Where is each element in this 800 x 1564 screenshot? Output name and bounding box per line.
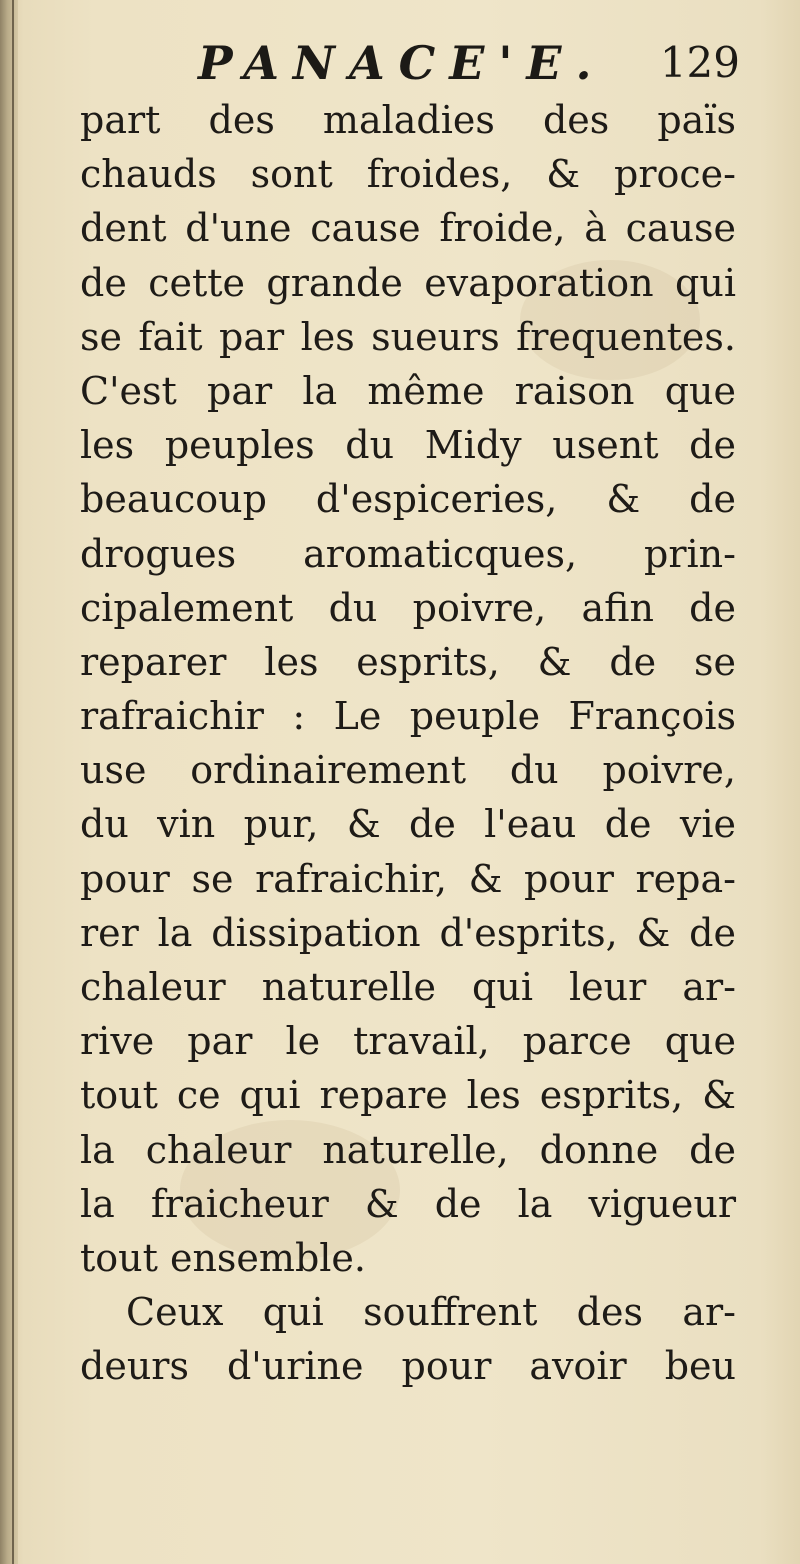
text-line: se fait par les sueurs frequentes. [80, 314, 736, 359]
text-line: cipalement du poivre, afin de [80, 585, 736, 630]
text-line: chauds sont froides, & proce- [80, 152, 736, 197]
page-number: 129 [659, 38, 740, 87]
text-line: rive par le travail, parce que [80, 1019, 736, 1064]
page-gutter [0, 0, 18, 1564]
text-line: reparer les esprits, & de se [80, 639, 736, 684]
paragraph-1 [80, 93, 736, 1285]
paragraph-2 [80, 1285, 736, 1393]
text-line: la fraicheur & de la vigueur [80, 1181, 736, 1226]
text-line: tout ensemble. [80, 1235, 367, 1280]
text-line: pour se rafraichir, & pour repa- [80, 856, 736, 901]
text-line: C'est par la même raison que [80, 368, 736, 413]
text-line: la chaleur naturelle, donne de [80, 1127, 736, 1172]
gutter-edge [12, 0, 14, 1564]
text-line: beaucoup d'espiceries, & de [80, 477, 736, 522]
text-line: chaleur naturelle qui leur ar- [80, 965, 736, 1009]
text-line: part des maladies des païs [80, 98, 736, 142]
text-line: Ceux qui souffrent des ar- [126, 1290, 736, 1335]
text-line: use ordinairement du poivre, [80, 748, 736, 793]
running-title: PANACE'E. [198, 36, 606, 90]
body-text [80, 93, 736, 1394]
text-line: les peuples du Midy usent de [80, 423, 736, 468]
text-line: dent d'une cause froide, à cause [80, 206, 736, 251]
text-line: drogues aromaticques, prin- [80, 531, 736, 576]
page-header [80, 30, 740, 100]
text-line: rer la dissipation d'esprits, & de [80, 910, 736, 955]
text-line: de cette grande evaporation qui [80, 260, 736, 305]
text-line: rafraichir : Le peuple François [80, 694, 736, 739]
text-line: deurs d'urine pour avoir beu [80, 1344, 736, 1389]
text-line: tout ce qui repare les esprits, & [80, 1073, 736, 1118]
text-line: du vin pur, & de l'eau de vie [80, 802, 736, 847]
